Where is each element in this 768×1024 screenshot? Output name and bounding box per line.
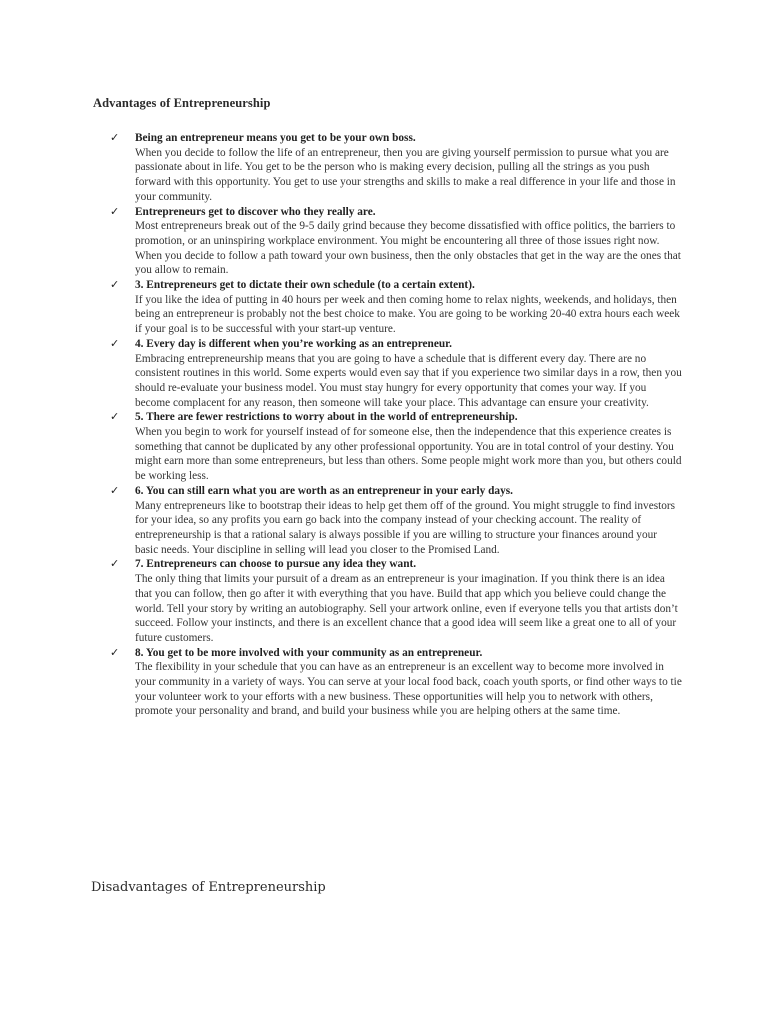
item-body: Most entrepreneurs break out of the 9-5 daily grind because they become dissatisfied with office politics, the barriers to promotion, or an uninspiring workplace environment. You might be encountering all three of those issues right now. When you decide to follow a path toward your own business, then the only obstacles that get in the way are the ones that you allow to remain. — [135, 220, 681, 277]
checkmark-icon: ✓ — [110, 483, 120, 497]
item-title: 8. You get to be more involved with your community as an entrepreneur. — [135, 646, 483, 659]
item-title: 7. Entrepreneurs can choose to pursue any idea they want. — [135, 558, 417, 571]
list-item — [110, 131, 682, 205]
list-item — [110, 646, 682, 720]
item-title: 4. Every day is different when you’re working as an entrepreneur. — [135, 337, 452, 350]
checkmark-icon: ✓ — [110, 410, 120, 424]
item-title: Entrepreneurs get to discover who they really are. — [135, 205, 376, 218]
item-body: The only thing that limits your pursuit of a dream as an entrepreneur is your imagination. If you think there is an idea that you can follow, then go after it with everything that you have. Build that app which you believe could change the world. Tell your story by writing an autobiography. Sell your artwork online, even if everyone tells you that artists don’t succeed. Follow your instincts, and there is an excellent chance that a good idea will seem like a great one to all of your future customers. — [135, 573, 678, 644]
item-body: The flexibility in your schedule that you can have as an entrepreneur is an excellent way to become more involved in your community in a variety of ways. You can serve at your local food back, coach youth sports, or find other ways to tie your volunteer work to your efforts with a new business. These opportunities will help you to network with others, promote your personality and brand, and build your business while you are helping others at the same time. — [135, 661, 682, 718]
checkmark-icon: ✓ — [110, 557, 120, 571]
item-body: Embracing entrepreneurship means that you are going to have a schedule that is different every day. There are no consistent routines in this world. Some experts would even say that if you experience two similar days in a row, then you should re-evaluate your business model. You must stay hungry for every opportunity that comes your way. If you become complacent for any reason, then someone will take your place. This advantage can ensure your creativity. — [135, 352, 682, 409]
item-body: Many entrepreneurs like to bootstrap their ideas to help get them off of the ground. You might struggle to find investors for your idea, so any profits you earn go back into the company instead of your checking account. The reality of entrepreneurship is that a rational salary is always possible if you are willing to structure your finances around your basic needs. Your discipline in selling will lead you closer to the Promised Land. — [135, 499, 676, 556]
checkmark-icon: ✓ — [110, 278, 120, 292]
list-item — [110, 337, 682, 411]
checkmark-icon: ✓ — [110, 336, 120, 350]
item-title: 6. You can still earn what you are worth as an entrepreneur in your early days. — [135, 484, 513, 497]
item-body: If you like the idea of putting in 40 hours per week and then coming home to relax nights, weekends, and holidays, then being an entrepreneur is probably not the best choice to make. You are going to be working 20-40 extra hours each week if your goal is to be successful with your start-up venture. — [135, 293, 680, 336]
disadvantages-heading: Disadvantages of Entrepreneurship — [91, 880, 326, 895]
item-title: Being an entrepreneur means you get to be your own boss. — [135, 132, 416, 144]
checkmark-icon: ✓ — [110, 645, 120, 659]
advantages-list — [110, 131, 682, 719]
item-title: 3. Entrepreneurs get to dictate their own schedule (to a certain extent). — [135, 279, 475, 292]
advantages-heading: Advantages of Entrepreneurship — [93, 96, 271, 110]
item-title: 5. There are fewer restrictions to worry about in the world of entrepreneurship. — [135, 411, 518, 424]
list-item — [110, 205, 682, 279]
item-body: When you begin to work for yourself instead of for someone else, then the independence that this experience creates is something that cannot be duplicated by any other professional opportunity. You are in total control of your destiny. You might earn more than some entrepreneurs, but less than others. Some people might work more than you, but others could be working less. — [135, 426, 682, 483]
list-item — [110, 410, 682, 484]
list-item — [110, 278, 682, 337]
checkmark-icon: ✓ — [110, 131, 120, 144]
list-item — [110, 484, 682, 558]
list-item — [110, 557, 682, 645]
checkmark-icon: ✓ — [110, 204, 120, 218]
item-body: When you decide to follow the life of an entrepreneur, then you are giving yourself permission to pursue what you are passionate about in life. You get to be the person who is making every decision, pulling all the strings as you push forward with this opportunity. You get to use your strengths and skills to make a real difference in your life and those in your community. — [135, 146, 676, 203]
